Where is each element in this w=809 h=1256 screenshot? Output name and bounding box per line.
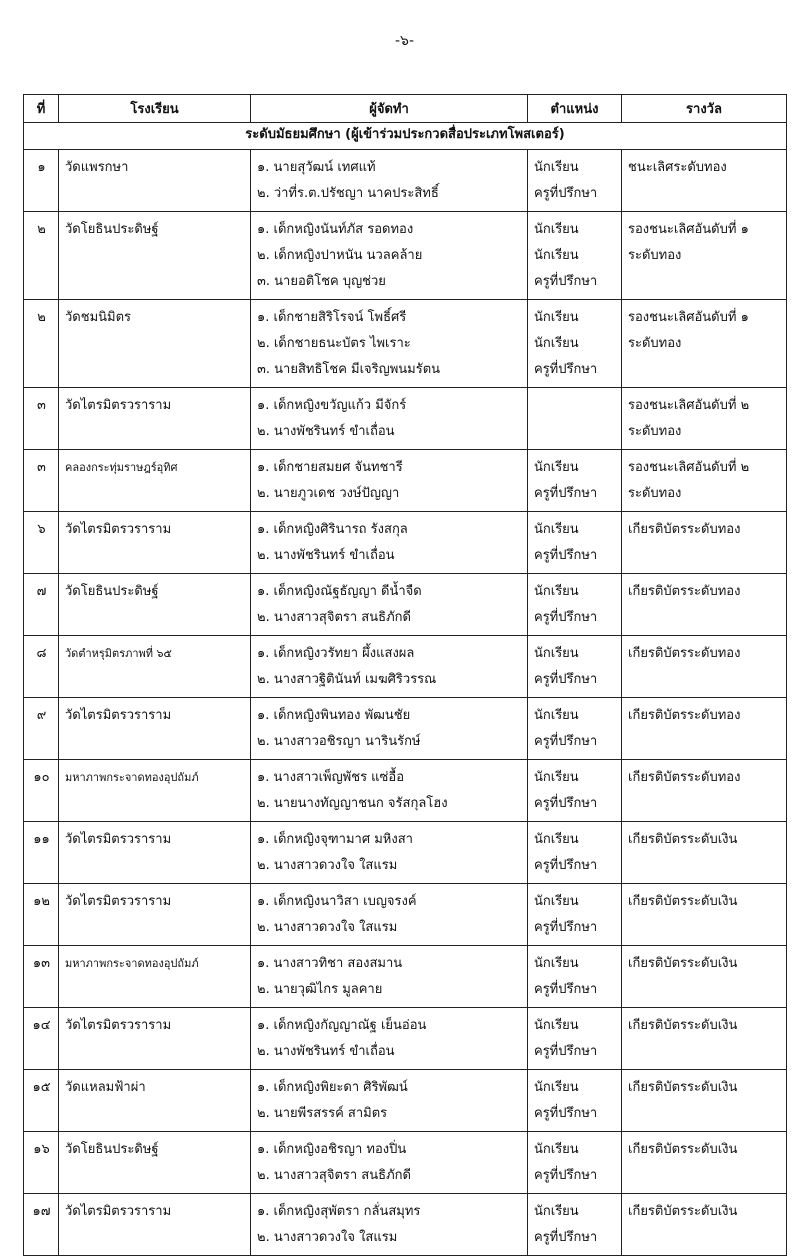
organizer-list <box>251 946 528 1008</box>
school-name-text: วัดตำหรุมิตรภาพที่ ๖๕ <box>65 647 172 660</box>
organizer-name: ๒. นางสาวดวงใจ ใสแรม <box>257 920 398 935</box>
organizer-list <box>251 212 528 300</box>
position-text: นักเรียน <box>534 770 579 785</box>
organizer-name: ๑. นายสุวัฒน์ เทศแท้ <box>257 160 376 175</box>
blank-line <box>628 543 781 569</box>
organizer-name: ๒. นางสาวสุจิตรา สนธิภักดี <box>257 610 411 625</box>
organizer-name: ๑. เด็กหญิงพิยะดา ศิริพัฒน์ <box>257 1080 408 1095</box>
organizer-name: ๑. เด็กชายสิริโรจน์ โพธิ์ศรี <box>257 310 407 325</box>
header-organizer: ผู้จัดทำ <box>251 95 528 123</box>
organizer-name: ๒. นางพัชรินทร์ ขำเถื่อน <box>257 1044 395 1059</box>
school-name-text: วัดไตรมิตรวราราม <box>65 522 172 537</box>
award-text: รองชนะเลิศอันดับที่ ๑ <box>628 310 749 325</box>
blank-line <box>628 605 781 631</box>
award-cell <box>622 1008 787 1070</box>
blank-line <box>628 1101 781 1127</box>
award-text: เกียรติบัตรระดับทอง <box>628 708 741 723</box>
section-title: ระดับมัธยมศึกษา (ผู้เข้าร่วมประกวดสื่อประเภทโพสเตอร์) <box>24 123 787 150</box>
position-list <box>528 1132 622 1194</box>
position-text: นักเรียน <box>534 956 579 971</box>
school-name <box>59 822 251 884</box>
award-cell <box>622 574 787 636</box>
award-text: เกียรติบัตรระดับทอง <box>628 522 741 537</box>
blank-line <box>65 269 245 295</box>
blank-line <box>65 419 245 445</box>
blank-line <box>628 667 781 693</box>
organizer-name: ๒. นายพีรสรรค์ สามิตร <box>257 1106 388 1121</box>
table-row <box>24 884 787 946</box>
organizer-name: ๒. นางพัชรินทร์ ขำเถื่อน <box>257 424 395 439</box>
row-number-text: ๑ <box>37 160 46 175</box>
row-number <box>24 760 59 822</box>
award-cell <box>622 636 787 698</box>
school-name <box>59 450 251 512</box>
organizer-name: ๓. นายอติโชค บุญช่วย <box>257 274 386 289</box>
blank-line <box>30 605 53 631</box>
position-text: ครูที่ปรึกษา <box>534 1106 598 1121</box>
blank-line <box>30 357 53 383</box>
blank-line <box>65 791 245 817</box>
school-name <box>59 698 251 760</box>
blank-line <box>30 977 53 1003</box>
organizer-list <box>251 512 528 574</box>
row-number <box>24 1008 59 1070</box>
blank-line <box>30 667 53 693</box>
position-text: นักเรียน <box>534 222 579 237</box>
school-name <box>59 1070 251 1132</box>
award-text: รองชนะเลิศอันดับที่ ๑ <box>628 222 749 237</box>
blank-line <box>628 1163 781 1189</box>
table-row <box>24 1194 787 1256</box>
blank-line <box>65 1225 245 1251</box>
row-number <box>24 822 59 884</box>
position-list <box>528 698 622 760</box>
table-row <box>24 946 787 1008</box>
blank-line <box>65 1039 245 1065</box>
row-number <box>24 946 59 1008</box>
row-number-text: ๗ <box>36 584 47 599</box>
organizer-name: ๑. เด็กหญิงวรัทยา ผึ้งแสงผล <box>257 646 415 661</box>
school-name <box>59 512 251 574</box>
award-cell <box>622 150 787 212</box>
position-list <box>528 450 622 512</box>
school-name-text: วัดไตรมิตรวราราม <box>65 832 172 847</box>
award-text: เกียรติบัตรระดับเงิน <box>628 1142 738 1157</box>
page-number: -๖- <box>395 33 414 49</box>
organizer-list <box>251 698 528 760</box>
award-text: รองชนะเลิศอันดับที่ ๒ <box>628 460 750 475</box>
row-number-text: ๒ <box>37 222 46 237</box>
blank-line <box>65 543 245 569</box>
organizer-list <box>251 388 528 450</box>
school-name-text: วัดโยธินประดิษฐ์ <box>65 222 159 237</box>
row-number-text: ๑๖ <box>33 1142 50 1157</box>
award-text: เกียรติบัตรระดับทอง <box>628 770 741 785</box>
row-number-text: ๑๒ <box>33 894 50 909</box>
school-name <box>59 212 251 300</box>
school-name-text: คลองกระทุ่มราษฎร์อุทิศ <box>65 461 178 474</box>
position-text: ครูที่ปรึกษา <box>534 796 598 811</box>
row-number <box>24 574 59 636</box>
header-position: ตำแหน่ง <box>528 95 622 123</box>
organizer-name: ๓. นายสิทธิโชค มีเจริญพนมรัตน <box>257 362 441 377</box>
table-row <box>24 1132 787 1194</box>
position-list <box>528 760 622 822</box>
organizer-list <box>251 450 528 512</box>
position-text: นักเรียน <box>534 832 579 847</box>
row-number-text: ๒ <box>37 310 46 325</box>
award-text: ชนะเลิศระดับทอง <box>628 160 727 175</box>
position-list <box>528 512 622 574</box>
position-text: นักเรียน <box>534 522 579 537</box>
position-text: ครูที่ปรึกษา <box>534 672 598 687</box>
organizer-list <box>251 1070 528 1132</box>
position-list <box>528 822 622 884</box>
row-number-text: ๑๐ <box>33 770 50 785</box>
row-number <box>24 450 59 512</box>
blank-line <box>628 977 781 1003</box>
organizer-list <box>251 300 528 388</box>
position-text: ครูที่ปรึกษา <box>534 186 598 201</box>
organizer-name: ๒. เด็กหญิงปาหนัน นวลคล้าย <box>257 248 423 263</box>
organizer-name: ๑. เด็กหญิงอชิรญา ทองปิ่น <box>257 1142 407 1157</box>
row-number <box>24 698 59 760</box>
table-row <box>24 574 787 636</box>
table-row <box>24 822 787 884</box>
position-list <box>528 884 622 946</box>
school-name <box>59 636 251 698</box>
position-text: นักเรียน <box>534 894 579 909</box>
blank-line <box>30 1225 53 1251</box>
blank-line <box>30 1163 53 1189</box>
position-text: นักเรียน <box>534 460 579 475</box>
organizer-name: ๑. นางสาวทิชา สองสมาน <box>257 956 403 971</box>
position-text: ครูที่ปรึกษา <box>534 362 598 377</box>
award-text: เกียรติบัตรระดับเงิน <box>628 832 738 847</box>
award-cell <box>622 512 787 574</box>
blank-line <box>65 181 245 207</box>
blank-line <box>30 419 53 445</box>
organizer-list <box>251 1132 528 1194</box>
position-text: นักเรียน <box>534 708 579 723</box>
award-cell <box>622 760 787 822</box>
table-row <box>24 450 787 512</box>
blank-line <box>30 543 53 569</box>
blank-line <box>65 1101 245 1127</box>
school-name-text: วัดไตรมิตรวราราม <box>65 708 172 723</box>
blank-line <box>628 181 781 207</box>
header-school: โรงเรียน <box>59 95 251 123</box>
position-text: ครูที่ปรึกษา <box>534 548 598 563</box>
award-text: เกียรติบัตรระดับทอง <box>628 584 741 599</box>
award-cell <box>622 450 787 512</box>
blank-line <box>30 729 53 755</box>
organizer-name: ๒. นายนางทัญญาชนก จรัสกุลโฮง <box>257 796 448 811</box>
award-text: เกียรติบัตรระดับเงิน <box>628 956 738 971</box>
organizer-name: ๑. นางสาวเพ็ญพัชร แซ่อื้อ <box>257 770 404 785</box>
table-row <box>24 760 787 822</box>
blank-line <box>628 729 781 755</box>
organizer-name: ๑. เด็กหญิงจุฑามาศ มหิงสา <box>257 832 413 847</box>
organizer-name: ๒. นางสาวฐิตินันท์ เมฆศิริวรรณ <box>257 672 437 687</box>
position-list <box>528 636 622 698</box>
row-number <box>24 388 59 450</box>
organizer-list <box>251 574 528 636</box>
award-text: เกียรติบัตรระดับเงิน <box>628 1080 738 1095</box>
table-body <box>24 123 787 1256</box>
position-text: นักเรียน <box>534 584 579 599</box>
school-name <box>59 1008 251 1070</box>
blank-line <box>65 667 245 693</box>
position-list <box>528 388 622 450</box>
blank-line <box>65 1163 245 1189</box>
position-text: ครูที่ปรึกษา <box>534 486 598 501</box>
position-list <box>528 1070 622 1132</box>
organizer-list <box>251 636 528 698</box>
award-cell <box>622 388 787 450</box>
position-text: ครูที่ปรึกษา <box>534 1168 598 1183</box>
position-list <box>528 212 622 300</box>
organizer-name: ๑. เด็กหญิงพินทอง พัฒนชัย <box>257 708 411 723</box>
school-name <box>59 884 251 946</box>
award-cell <box>622 698 787 760</box>
award-text: เกียรติบัตรระดับเงิน <box>628 1018 738 1033</box>
school-name-text: วัดไตรมิตรวราราม <box>65 894 172 909</box>
blank-line <box>65 977 245 1003</box>
blank-line <box>30 481 53 507</box>
position-text: นักเรียน <box>534 1080 579 1095</box>
table-row <box>24 388 787 450</box>
header-award: รางวัล <box>622 95 787 123</box>
school-name <box>59 946 251 1008</box>
row-number-text: ๑๕ <box>32 1080 51 1095</box>
organizer-name: ๒. นางสาวดวงใจ ใสแรม <box>257 1230 398 1245</box>
position-text: ครูที่ปรึกษา <box>534 1044 598 1059</box>
school-name <box>59 1194 251 1256</box>
position-text: ครูที่ปรึกษา <box>534 920 598 935</box>
award-cell <box>622 212 787 300</box>
table-row <box>24 150 787 212</box>
row-number <box>24 1070 59 1132</box>
organizer-name: ๑. เด็กหญิงกัญญาณัฐ เย็นอ่อน <box>257 1018 427 1033</box>
blank-line <box>628 915 781 941</box>
award-cell <box>622 300 787 388</box>
row-number-text: ๑๗ <box>32 1204 51 1219</box>
organizer-name: ๒. นายวุฒิไกร มูลคาย <box>257 982 383 997</box>
organizer-list <box>251 150 528 212</box>
award-cell <box>622 1132 787 1194</box>
table-row <box>24 1008 787 1070</box>
blank-line <box>65 331 245 357</box>
school-name <box>59 300 251 388</box>
award-cell <box>622 822 787 884</box>
table-row <box>24 698 787 760</box>
row-number-text: ๙ <box>36 708 47 723</box>
school-name <box>59 760 251 822</box>
award-cell <box>622 1194 787 1256</box>
organizer-name: ๑. เด็กหญิงศิรินารถ รังสกุล <box>257 522 408 537</box>
organizer-name: ๑. เด็กชายสมยศ จันทชารี <box>257 460 403 475</box>
award-text: ระดับทอง <box>628 486 682 501</box>
award-text: ระดับทอง <box>628 336 682 351</box>
organizer-name: ๒. นายภูวเดช วงษ์ปัญญา <box>257 486 400 501</box>
position-list <box>528 1008 622 1070</box>
position-text: ครูที่ปรึกษา <box>534 982 598 997</box>
award-cell <box>622 884 787 946</box>
blank-line <box>65 605 245 631</box>
row-number-text: ๖ <box>37 522 46 537</box>
position-text: นักเรียน <box>534 336 579 351</box>
blank-line <box>628 853 781 879</box>
position-text: นักเรียน <box>534 160 579 175</box>
school-name <box>59 388 251 450</box>
blank-line <box>534 393 616 419</box>
organizer-list <box>251 1194 528 1256</box>
table-row <box>24 636 787 698</box>
organizer-name: ๒. เด็กชายธนะบัตร ไพเราะ <box>257 336 411 351</box>
section-row <box>24 123 787 150</box>
blank-line <box>30 853 53 879</box>
table-row <box>24 512 787 574</box>
award-text: เกียรติบัตรระดับทอง <box>628 646 741 661</box>
organizer-name: ๒. นางสาวสุจิตรา สนธิภักดี <box>257 1168 411 1183</box>
position-text: นักเรียน <box>534 248 579 263</box>
position-list <box>528 1194 622 1256</box>
table-row <box>24 212 787 300</box>
school-name-text: มหาภาพกระจาดทองอุปถัมภ์ <box>65 771 199 784</box>
organizer-name: ๑. เด็กหญิงนาวิสา เบญจรงค์ <box>257 894 417 909</box>
blank-line <box>65 357 245 383</box>
blank-line <box>30 1039 53 1065</box>
blank-line <box>30 915 53 941</box>
row-number-text: ๓ <box>37 460 46 475</box>
blank-line <box>628 1225 781 1251</box>
school-name-text: วัดโยธินประดิษฐ์ <box>65 1142 159 1157</box>
award-text: ระดับทอง <box>628 248 682 263</box>
blank-line <box>30 1101 53 1127</box>
row-number <box>24 300 59 388</box>
blank-line <box>65 853 245 879</box>
row-number-text: ๑๔ <box>32 1018 51 1033</box>
award-text: เกียรติบัตรระดับเงิน <box>628 894 738 909</box>
school-name <box>59 574 251 636</box>
school-name-text: วัดไตรมิตรวราราม <box>65 398 172 413</box>
results-table <box>23 94 787 1256</box>
header-no: ที่ <box>24 95 59 123</box>
organizer-name: ๒. นางสาวอชิรญา นารินรักษ์ <box>257 734 421 749</box>
organizer-name: ๒. ว่าที่ร.ต.ปรัชญา นาคประสิทธิ์ <box>257 186 439 201</box>
blank-line <box>30 791 53 817</box>
organizer-name: ๑. เด็กหญิงณัฐธัญญา ดีน้ำจืด <box>257 584 422 599</box>
table-row <box>24 300 787 388</box>
organizer-list <box>251 1008 528 1070</box>
position-text: ครูที่ปรึกษา <box>534 610 598 625</box>
organizer-list <box>251 884 528 946</box>
blank-line <box>65 915 245 941</box>
blank-line <box>30 331 53 357</box>
school-name-text: วัดไตรมิตรวราราม <box>65 1018 172 1033</box>
position-text: ครูที่ปรึกษา <box>534 858 598 873</box>
blank-line <box>30 243 53 269</box>
position-text: นักเรียน <box>534 310 579 325</box>
school-name <box>59 150 251 212</box>
row-number-text: ๑๓ <box>32 956 51 971</box>
position-text: ครูที่ปรึกษา <box>534 274 598 289</box>
blank-line <box>65 481 245 507</box>
blank-line <box>30 181 53 207</box>
school-name-text: วัดไตรมิตรวราราม <box>65 1204 172 1219</box>
row-number <box>24 150 59 212</box>
school-name-text: วัดแพรกษา <box>65 160 129 175</box>
blank-line <box>534 419 616 445</box>
blank-line <box>628 357 781 383</box>
row-number <box>24 1194 59 1256</box>
blank-line <box>628 269 781 295</box>
award-cell <box>622 946 787 1008</box>
organizer-name: ๒. นางพัชรินทร์ ขำเถื่อน <box>257 548 395 563</box>
blank-line <box>65 243 245 269</box>
row-number-text: ๓ <box>37 398 46 413</box>
award-text: เกียรติบัตรระดับเงิน <box>628 1204 738 1219</box>
school-name-text: วัดโยธินประดิษฐ์ <box>65 584 159 599</box>
row-number <box>24 512 59 574</box>
blank-line <box>30 269 53 295</box>
position-list <box>528 150 622 212</box>
organizer-list <box>251 760 528 822</box>
position-text: ครูที่ปรึกษา <box>534 1230 598 1245</box>
school-name-text: วัดแหลมฟ้าผ่า <box>65 1080 146 1095</box>
row-number-text: ๑๑ <box>33 832 50 847</box>
position-text: นักเรียน <box>534 1204 579 1219</box>
school-name <box>59 1132 251 1194</box>
position-list <box>528 574 622 636</box>
row-number <box>24 1132 59 1194</box>
organizer-name: ๑. เด็กหญิงขวัญแก้ว มีจักร์ <box>257 398 407 413</box>
position-text: นักเรียน <box>534 1142 579 1157</box>
award-text: รองชนะเลิศอันดับที่ ๒ <box>628 398 750 413</box>
school-name-text: วัดชมนิมิตร <box>65 310 132 325</box>
award-cell <box>622 1070 787 1132</box>
position-text: นักเรียน <box>534 1018 579 1033</box>
table-row <box>24 1070 787 1132</box>
school-name-text: มหาภาพกระจาดทองอุปถัมภ์ <box>65 957 199 970</box>
row-number <box>24 212 59 300</box>
row-number <box>24 636 59 698</box>
organizer-name: ๒. นางสาวดวงใจ ใสแรม <box>257 858 398 873</box>
position-list <box>528 946 622 1008</box>
blank-line <box>65 729 245 755</box>
header-row <box>24 95 787 123</box>
organizer-name: ๑. เด็กหญิงนันท์ภัส รอดทอง <box>257 222 414 237</box>
blank-line <box>628 791 781 817</box>
position-text: นักเรียน <box>534 646 579 661</box>
position-text: ครูที่ปรึกษา <box>534 734 598 749</box>
row-number <box>24 884 59 946</box>
award-text: ระดับทอง <box>628 424 682 439</box>
organizer-name: ๑. เด็กหญิงสุพัตรา กลั่นสมุทร <box>257 1204 421 1219</box>
position-list <box>528 300 622 388</box>
organizer-list <box>251 822 528 884</box>
blank-line <box>628 1039 781 1065</box>
row-number-text: ๘ <box>36 646 47 661</box>
